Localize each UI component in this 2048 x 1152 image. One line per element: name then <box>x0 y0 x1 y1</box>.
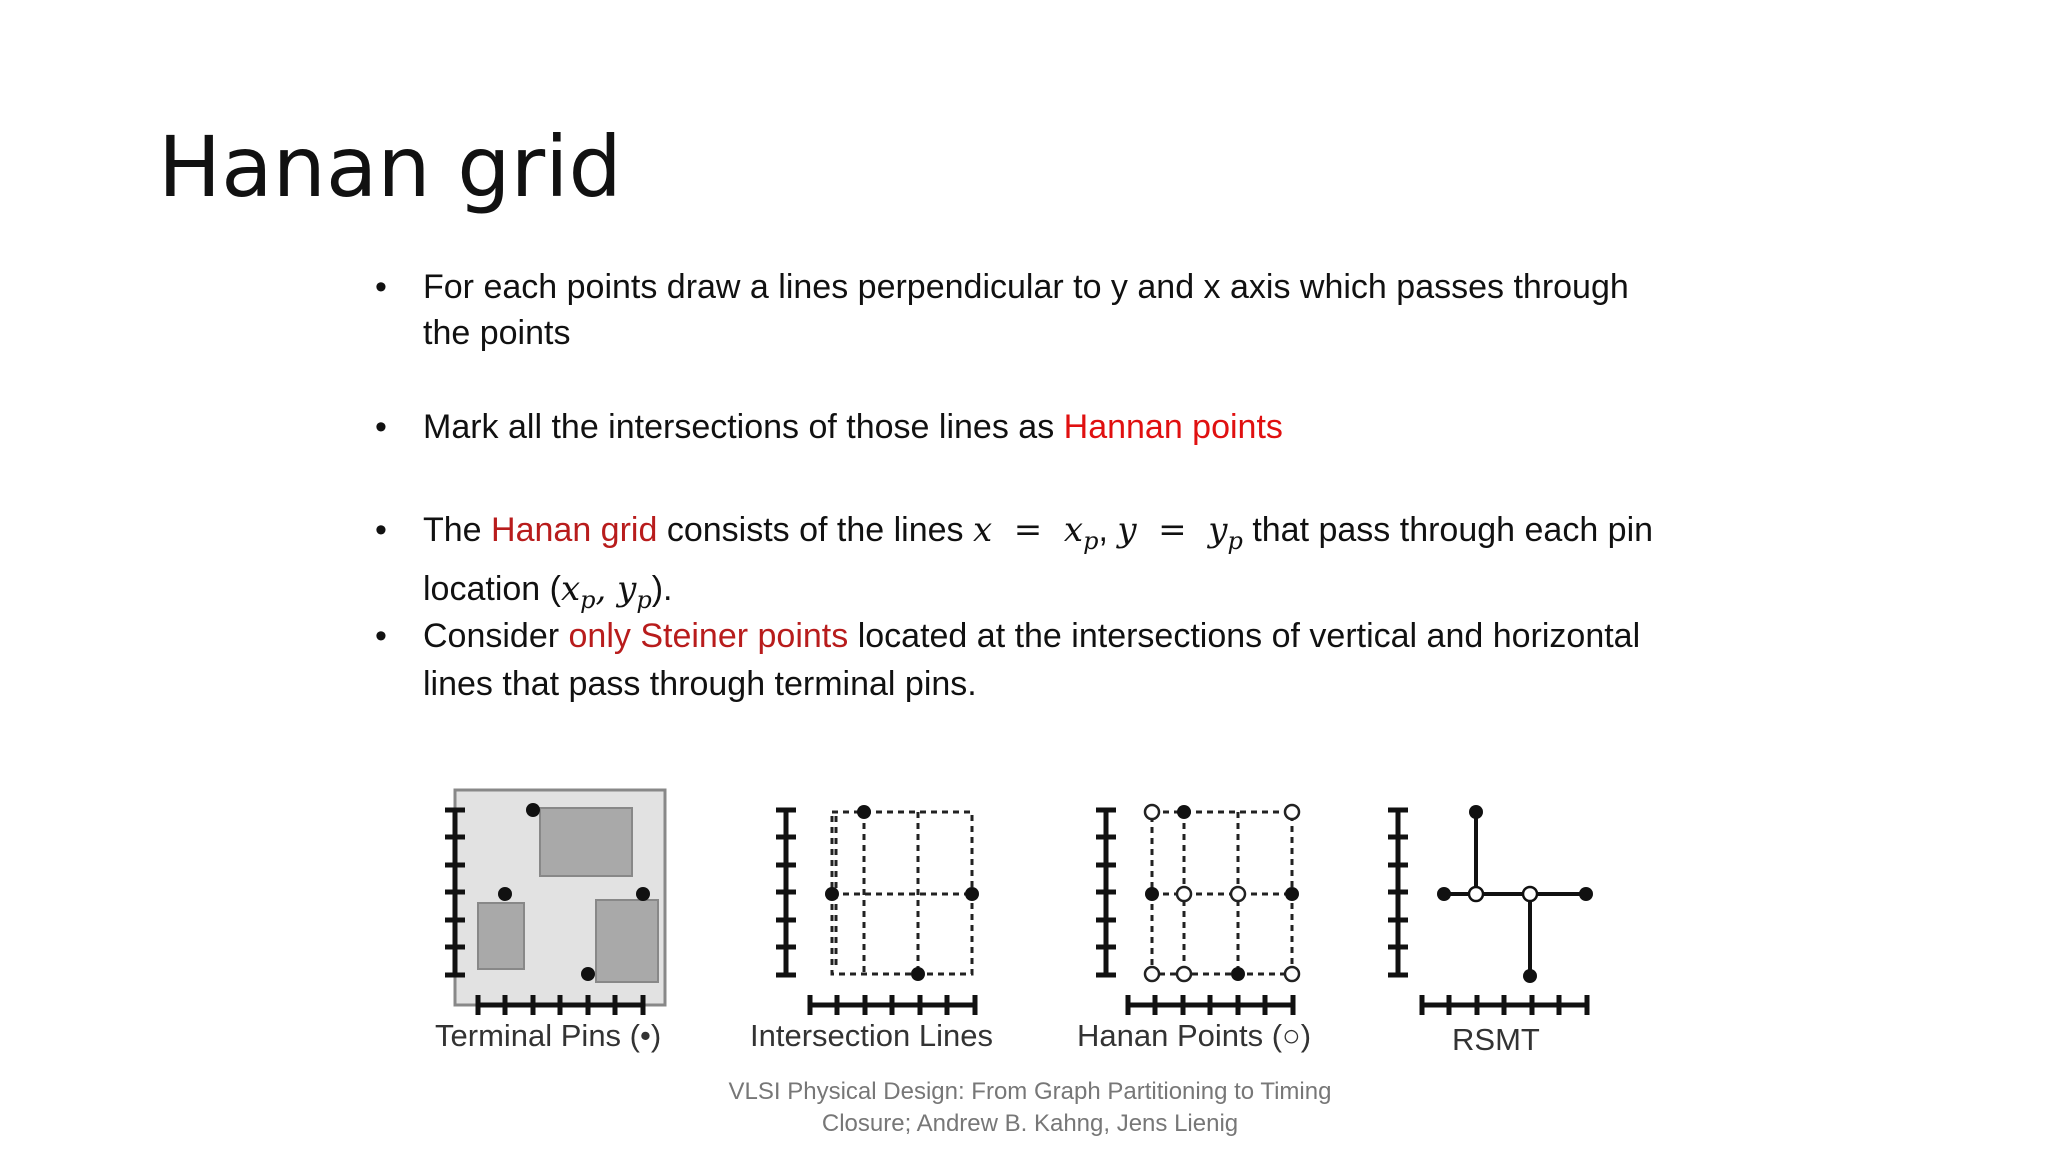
caption-rsmt: RSMT <box>1452 1022 1540 1057</box>
bullet-dot: • <box>375 511 387 549</box>
slide-title: Hanan grid <box>158 118 622 216</box>
caption-terminal-pins: Terminal Pins (•) <box>435 1018 662 1053</box>
math-x-eq: x = x <box>973 510 1084 550</box>
caption-hanan-points: Hanan Points (○) <box>1077 1018 1312 1053</box>
bullet-dot: • <box>375 408 387 446</box>
steiner-highlight: only Steiner points <box>568 617 849 655</box>
hannan-points-highlight: Hannan points <box>1063 408 1283 446</box>
math-sub: p <box>1227 526 1243 555</box>
bullet-3-mid: consists of the lines <box>657 511 973 549</box>
caption-intersection-lines: Intersection Lines <box>750 1018 993 1053</box>
bullet-1-line2: the points <box>423 314 571 352</box>
math-comma: , <box>1098 511 1118 549</box>
bullet-2-text: Mark all the intersections of those lines as <box>423 408 1064 446</box>
citation-footer <box>700 1076 1360 1140</box>
math-sub: p <box>636 585 652 614</box>
figure-intersection-lines <box>776 805 979 1015</box>
bullet-1-line1: For each points draw a lines perpendicular to y and x axis which passes through <box>423 268 1629 306</box>
math-y-eq: y = y <box>1117 510 1228 550</box>
bullet-4-post: located at the intersections of vertical and horizontal <box>848 617 1641 655</box>
bullet-4-line2: lines that pass through terminal pins. <box>423 665 977 703</box>
figure-terminal-pins <box>445 790 665 1015</box>
hanan-grid-highlight: Hanan grid <box>491 511 658 549</box>
footer-line1: VLSI Physical Design: From Graph Partitioning to Timing <box>728 1078 1332 1105</box>
bullet-3-pre: The <box>423 511 492 549</box>
bullet-3-line2a: location ( <box>423 569 561 608</box>
bullet-3-line2b: ). <box>651 569 673 608</box>
footer-line2: Closure; Andrew B. Kahng, Jens Lienig <box>821 1110 1239 1137</box>
figure-hanan-points <box>1096 805 1299 1015</box>
bullet-3-post: that pass through each pin <box>1242 511 1654 549</box>
bullet-dot: • <box>375 617 387 655</box>
math-x: x <box>560 568 581 609</box>
bullet-4-pre: Consider <box>423 617 569 655</box>
bullet-dot: • <box>375 268 387 306</box>
figure-rsmt <box>1388 805 1593 1015</box>
math-sub: p <box>580 585 596 614</box>
math-sub: p <box>1083 526 1099 555</box>
math-y: , y <box>595 568 637 609</box>
